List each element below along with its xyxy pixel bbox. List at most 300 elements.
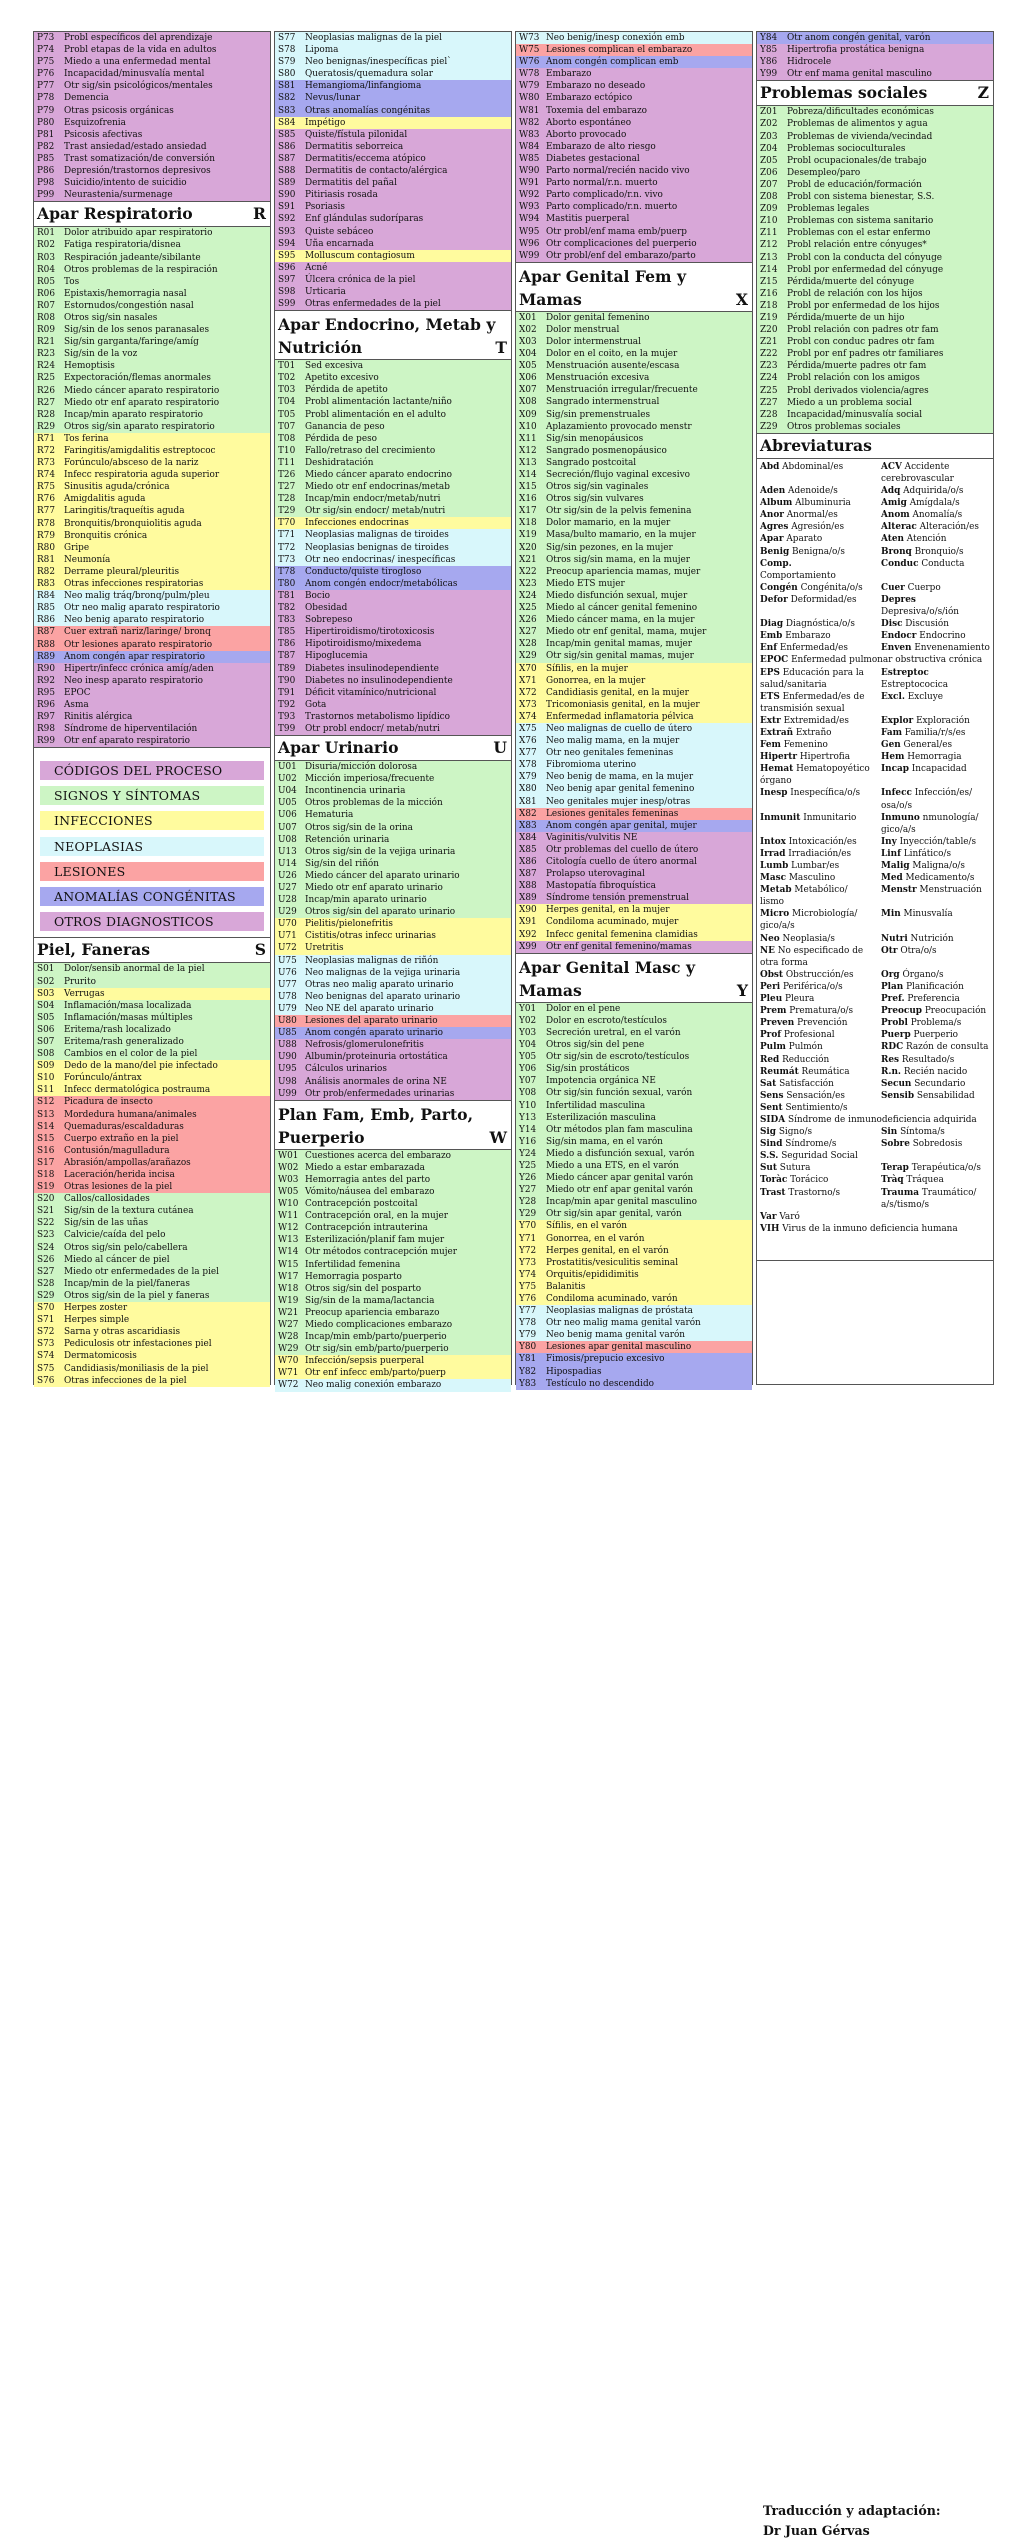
code-id: S12 [37, 1097, 55, 1108]
abbreviation-meaning: nmunología/ [922, 812, 979, 823]
code-row [34, 68, 270, 80]
abbreviation-entry [760, 1126, 881, 1138]
code-id: X74 [519, 711, 537, 722]
abbreviation-entry [760, 1090, 881, 1102]
code-id: R97 [37, 712, 55, 723]
section-letter: Z [977, 83, 989, 103]
code-row [516, 1269, 752, 1281]
code-row [34, 165, 270, 177]
abbreviation-meaning: Enfermedad/es [779, 643, 848, 654]
code-id: T28 [278, 494, 296, 505]
abbreviation-entry [760, 570, 881, 582]
code-id: S71 [37, 1315, 55, 1326]
code-id: W13 [278, 1235, 299, 1246]
code-id: X28 [519, 639, 537, 650]
abbreviation-meaning: Recién nacido [903, 1066, 968, 1077]
code-row [34, 602, 270, 614]
code-label: Estornudos/congestión nasal [64, 300, 194, 311]
code-label: Sangrado intermenstrual [546, 397, 660, 408]
code-row [275, 409, 511, 421]
code-id: R92 [37, 675, 55, 686]
code-label: Secreción/flujo vaginal excesivo [546, 470, 690, 480]
abbreviation-key: Malig [881, 861, 910, 871]
code-id: Y06 [519, 1064, 537, 1075]
abbreviation-row [760, 920, 989, 932]
code-row [275, 44, 511, 56]
code-id: X92 [519, 929, 537, 940]
code-row [516, 529, 752, 541]
code-row [34, 1205, 270, 1217]
abbreviation-row [760, 715, 989, 727]
code-label: Trast ansiedad/estado ansiedad [64, 141, 207, 152]
code-id: Z06 [760, 167, 778, 178]
abbreviation-meaning: Signo/s [778, 1127, 813, 1138]
abbreviation-meaning: Discusión [905, 619, 949, 630]
code-label: Parto complicado/r.n. muerto [546, 202, 678, 213]
abbreviation-row [760, 800, 989, 812]
abbreviation-entry [881, 1126, 1002, 1138]
abbreviation-meaning: Problema/s [910, 1018, 962, 1029]
abbreviation-row [760, 642, 989, 654]
code-label: Infecc genital femenina clamidias [546, 929, 698, 940]
code-label: Otr complicaciones del puerperio [546, 238, 697, 249]
code-id: S16 [37, 1145, 55, 1156]
code-id: U98 [278, 1076, 297, 1087]
code-row [275, 626, 511, 638]
code-label: Calvicie/caída del pelo [64, 1230, 166, 1241]
code-row [34, 336, 270, 348]
abbreviation-entry [760, 836, 881, 848]
code-label: Bronquitis/bronquiolitis aguda [64, 518, 202, 529]
code-row [34, 92, 270, 104]
abbreviation-row [760, 533, 989, 545]
code-id: Y73 [519, 1257, 537, 1268]
code-id: X17 [519, 506, 537, 517]
code-row [275, 711, 511, 723]
abbreviation-entry [881, 957, 1002, 969]
code-id: W96 [519, 238, 540, 249]
code-id: X82 [519, 808, 537, 819]
abbreviation-entry [881, 824, 1002, 836]
abbreviation-key: Sig [760, 1127, 776, 1138]
code-id: X85 [519, 844, 537, 855]
section-title-line-1 [519, 265, 748, 288]
code-row [275, 542, 511, 554]
abbreviation-meaning: Preocupación [924, 1006, 987, 1017]
abbreviation-entry [881, 667, 1002, 679]
code-row [757, 215, 993, 227]
code-row [34, 469, 270, 481]
code-row [34, 1338, 270, 1350]
code-label: Otros problemas de la micción [305, 798, 443, 809]
code-id: S79 [278, 57, 296, 68]
code-id: Y14 [519, 1124, 537, 1135]
abbreviation-row [760, 1017, 989, 1029]
code-row [516, 687, 752, 699]
code-row [275, 918, 511, 930]
abbreviation-meaning: salud/sanitaria [760, 679, 827, 690]
code-id: T03 [278, 385, 296, 396]
code-row [516, 238, 752, 250]
code-label: Eritema/rash generalizado [64, 1036, 184, 1047]
code-row [34, 614, 270, 626]
code-id: T81 [278, 590, 296, 601]
code-label: Otr sig/sin función sexual, varón [546, 1088, 693, 1099]
code-id: Y74 [519, 1269, 537, 1280]
code-row [516, 1039, 752, 1051]
code-id: X81 [519, 796, 537, 807]
code-row [34, 105, 270, 117]
abbreviation-entry [760, 715, 881, 727]
code-row [34, 1217, 270, 1229]
abbreviation-meaning: gico/a/s [760, 921, 795, 932]
code-label: Neo benig de mama, en la mujer [546, 772, 694, 783]
code-label: Conducto/quiste tirogloso [305, 566, 422, 577]
abbreviation-key: Neo [760, 933, 780, 944]
abbreviation-entry [881, 497, 1002, 509]
code-id: U71 [278, 931, 297, 942]
code-id: W19 [278, 1295, 299, 1306]
code-label: Incap/min aparato respiratorio [64, 409, 203, 420]
code-label: Parto complicado/r.n. vivo [546, 190, 663, 201]
code-row [757, 44, 993, 56]
abbreviation-key: Hemat [760, 764, 794, 775]
abbreviation-key: Sat [760, 1078, 777, 1089]
code-id: R74 [37, 470, 55, 481]
abbreviation-meaning: Torácico [790, 1175, 829, 1186]
abbreviation-meaning: Razón de consulta [905, 1042, 989, 1053]
code-label: Menstruación excesiva [546, 373, 650, 384]
code-id: Z21 [760, 337, 778, 348]
abbreviation-meaning: Adquirida/o/s [903, 486, 964, 497]
abbreviation-meaning: Secundario [914, 1078, 966, 1089]
code-label: Probl de relación con los hijos [787, 288, 923, 299]
code-label: Herpes simple [64, 1315, 130, 1326]
code-id: S90 [278, 190, 296, 201]
abbreviation-key: Sent [760, 1102, 783, 1113]
code-row [516, 481, 752, 493]
code-label: Otr probl endocr/ metab/nutri [305, 723, 440, 734]
code-label: Sig/sin del riñón [305, 858, 379, 869]
abbreviation-row [760, 993, 989, 1005]
code-id: S18 [37, 1170, 55, 1181]
code-id: U77 [278, 979, 297, 990]
code-label: Miedo cáncer apar genital varón [546, 1173, 694, 1184]
abbreviation-entry [760, 872, 881, 884]
code-label: Miedo otr enf endocrinas/metab [305, 482, 450, 493]
code-label: Neo malig mama, en la mujer [546, 736, 680, 747]
code-id: W79 [519, 81, 540, 92]
code-row [275, 554, 511, 566]
code-row [516, 1293, 752, 1305]
code-id: S23 [37, 1230, 55, 1241]
abbreviation-entry [760, 1150, 881, 1162]
code-label: Otr métodos plan fam masculina [546, 1124, 693, 1135]
code-label: Incap/min endocr/metab/nutri [305, 494, 441, 505]
code-label: Neo inesp aparato respiratorio [64, 675, 204, 686]
abbreviation-meaning: Periférica/o/s [782, 981, 843, 992]
abbreviation-row [760, 1090, 989, 1102]
abbreviation-meaning: Extraño [795, 727, 832, 738]
code-id: S77 [278, 33, 296, 43]
code-label: Cuerpo extraño en la piel [64, 1133, 179, 1144]
code-label: Condiloma acuminado, mujer [546, 917, 679, 928]
code-row [516, 1353, 752, 1365]
code-id: X19 [519, 530, 537, 541]
code-row [275, 1259, 511, 1271]
code-id: X11 [519, 433, 537, 444]
code-row [757, 336, 993, 348]
abbreviation-row [760, 896, 989, 908]
code-label: EPOC [64, 687, 91, 698]
code-label: Otr enf aparato respiratorio [64, 736, 190, 747]
code-label: Sarna y otras ascaridiasis [64, 1327, 181, 1338]
abbreviation-key: Sens [760, 1090, 784, 1101]
code-id: W01 [278, 1150, 299, 1161]
code-row [34, 252, 270, 264]
abbreviation-meaning: Virus de la inmuno deficiencia humana [782, 1223, 958, 1234]
section-letter: S [254, 940, 266, 960]
code-id: Y79 [519, 1330, 537, 1341]
code-row [516, 699, 752, 711]
code-id: X70 [519, 663, 537, 674]
code-id: Z10 [760, 216, 778, 227]
abbreviation-meaning: lismo [760, 897, 784, 908]
abbreviations-list [757, 459, 993, 1235]
abbreviation-meaning: Reumática [801, 1066, 850, 1077]
abbreviation-key: Agres [760, 522, 789, 533]
code-label: Miedo a un problema social [787, 397, 912, 408]
code-row [757, 276, 993, 288]
code-row [275, 638, 511, 650]
code-label: Hipertr/infecc crónica amíg/aden [64, 663, 214, 674]
code-label: Neo benig/inesp conexión emb [546, 33, 685, 43]
code-id: S19 [37, 1182, 55, 1193]
code-row [516, 457, 752, 469]
abbreviation-entry [881, 703, 1002, 715]
code-id: X06 [519, 373, 537, 384]
abbreviation-row [760, 727, 989, 739]
code-id: Z03 [760, 131, 778, 142]
code-label: Miedo otr enf aparato respiratorio [64, 397, 220, 408]
abbreviation-key: Extrañ [760, 727, 794, 738]
abbreviation-entry [881, 630, 1002, 642]
abbreviation-entry-wide [760, 654, 989, 666]
code-row [34, 976, 270, 988]
code-label: Incap/min de la piel/faneras [64, 1278, 190, 1289]
code-id: Z15 [760, 276, 778, 287]
code-label: Neumonía [64, 554, 111, 565]
abbreviation-meaning: Reducción [782, 1054, 830, 1065]
code-id: U27 [278, 883, 297, 893]
abbreviation-row [760, 521, 989, 533]
code-id: X24 [519, 590, 537, 601]
code-row [275, 1076, 511, 1088]
code-id: Y27 [519, 1185, 537, 1196]
abbreviation-entry [760, 884, 881, 896]
code-label: Respiración jadeante/sibilante [64, 252, 201, 263]
code-id: Y02 [519, 1015, 537, 1026]
code-row [34, 1242, 270, 1254]
code-id: R86 [37, 615, 55, 626]
code-label: Herpes genital, en el varón [546, 1245, 669, 1256]
code-id: R24 [37, 361, 55, 372]
abbreviation-row [760, 582, 989, 594]
code-id: W02 [278, 1162, 299, 1173]
abbreviation-meaning: Hematopoyético [796, 764, 870, 775]
code-id: R01 [37, 228, 55, 239]
code-id: R28 [37, 409, 55, 420]
code-row [34, 1084, 270, 1096]
code-label: Otr lesiones aparato respiratorio [64, 639, 213, 650]
code-row [275, 56, 511, 68]
abbreviation-key: Disc [881, 619, 903, 630]
code-label: Incap/min apar genital masculino [546, 1197, 697, 1208]
code-row [275, 1343, 511, 1355]
legend-item: CÓDIGOS DEL PROCESO [40, 761, 264, 780]
code-id: Z13 [760, 252, 778, 263]
abbreviation-entry [760, 558, 881, 570]
abbreviation-entry [881, 1199, 1002, 1211]
code-label: Neo benig mama genital varón [546, 1330, 686, 1341]
code-id: X05 [519, 361, 537, 372]
abbreviation-key: Inesp [760, 788, 788, 799]
abbreviation-entry [881, 993, 1002, 1005]
code-label: Dolor en escroto/testículos [546, 1015, 667, 1026]
abbreviation-key: Sind [760, 1139, 783, 1150]
code-label: Neo genitales mujer inesp/otras [546, 796, 691, 807]
abbreviation-entry [760, 533, 881, 545]
code-row [516, 1184, 752, 1196]
code-label: Otr anom congén genital, varón [787, 33, 931, 43]
code-id: Z14 [760, 264, 778, 275]
code-row [516, 56, 752, 68]
abbreviation-meaning: Prevención [797, 1018, 848, 1029]
abbreviation-row [760, 473, 989, 485]
code-row [516, 517, 752, 529]
abbreviation-key: ACV [881, 461, 902, 472]
code-label: Otros sig/sin vaginales [546, 482, 649, 493]
code-id: Y70 [519, 1221, 537, 1232]
code-id: X77 [519, 748, 537, 759]
code-row [516, 1378, 752, 1390]
code-row [34, 56, 270, 68]
code-label: Neoplasias malignas de la piel [305, 33, 442, 43]
code-label: Esterilización/planif fam mujer [305, 1235, 445, 1246]
code-row [757, 312, 993, 324]
code-row [34, 1024, 270, 1036]
code-row [34, 153, 270, 165]
code-row [34, 32, 270, 44]
abbreviation-entry [760, 981, 881, 993]
code-label: Probl con la conducta del cónyuge [787, 252, 943, 263]
abbreviation-entry [881, 1005, 1002, 1017]
abbreviation-key: R.n. [881, 1066, 902, 1077]
code-id: W18 [278, 1283, 299, 1294]
code-label: Probl por enf padres otr familiares [787, 349, 944, 360]
code-label: Tricomoniasis genital, en la mujer [546, 699, 700, 710]
abbreviation-entry [881, 473, 1002, 485]
code-label: Miedo otr enf genital, mama, mujer [546, 627, 707, 638]
code-id: S13 [37, 1109, 55, 1120]
code-row [34, 1072, 270, 1084]
abbreviation-meaning: Trastorno/s [788, 1187, 841, 1198]
code-id: S89 [278, 178, 296, 189]
code-label: Urticaria [305, 286, 346, 297]
code-row [516, 542, 752, 554]
code-id: R89 [37, 651, 55, 662]
code-id: S74 [37, 1351, 55, 1362]
column-4 [756, 31, 994, 2538]
abbreviation-meaning: otra forma [760, 957, 808, 968]
abbreviation-row [760, 485, 989, 497]
code-row [516, 44, 752, 56]
abbreviation-key: Pulm [760, 1042, 786, 1053]
section-title: Apar Genital Masc y [519, 957, 696, 977]
abbreviation-key: Conduc [881, 558, 919, 569]
code-row [34, 1060, 270, 1072]
code-id: R06 [37, 288, 55, 299]
code-label: Otros problemas sociales [787, 421, 901, 432]
icpc-code-sheet [33, 31, 996, 2538]
code-label: Neo NE del aparato urinario [305, 1003, 434, 1014]
code-row [516, 68, 752, 80]
code-label: Uretritis [305, 943, 344, 954]
abbreviation-row [760, 787, 989, 799]
code-id: S08 [37, 1049, 55, 1060]
abbreviation-key: Plan [881, 981, 904, 992]
code-row [34, 385, 270, 397]
code-label: Miedo a estar embarazada [305, 1162, 425, 1173]
code-label: Sobrepeso [305, 615, 353, 626]
code-row [516, 1063, 752, 1075]
abbreviation-entry [881, 521, 1002, 533]
abbreviation-entry [760, 800, 881, 812]
code-id: S81 [278, 81, 296, 92]
code-label: Deshidratación [305, 457, 374, 468]
code-label: Expectoración/flemas anormales [64, 373, 211, 384]
code-id: S96 [278, 262, 296, 273]
code-row [757, 409, 993, 421]
code-id: S93 [278, 226, 296, 237]
code-label: Quiste sebáceo [305, 226, 374, 237]
code-id: P79 [37, 105, 55, 116]
code-label: Otr neo genitales femeninas [546, 748, 674, 759]
code-row [516, 759, 752, 771]
code-id: U79 [278, 1003, 297, 1014]
code-label: Otros sig/sin del aparato urinario [305, 907, 456, 918]
abbreviation-row [760, 667, 989, 679]
code-label: Dermatitis del pañal [305, 178, 397, 189]
code-row [34, 493, 270, 505]
code-row [34, 129, 270, 141]
code-id: U08 [278, 834, 297, 845]
abbreviation-meaning: Endocrino [919, 631, 966, 642]
code-id: S06 [37, 1024, 55, 1035]
code-label: Dolor mamario, en la mujer [546, 518, 671, 529]
code-label: Acné [305, 262, 328, 273]
code-label: Anom congén endocr/metabólicas [305, 578, 458, 589]
section-title: Apar Endocrino, Metab y [278, 315, 496, 335]
abbreviation-key: Fam [881, 727, 902, 738]
code-row [516, 892, 752, 904]
code-label: Hipertiroidismo/tirotoxicosis [305, 627, 435, 638]
abbreviation-row [760, 1199, 989, 1211]
abbreviation-key: Metab [760, 885, 792, 896]
code-label: Disuria/micción dolorosa [305, 762, 418, 773]
abbreviation-key: Defor [760, 594, 788, 605]
code-label: Otros sig/sin aparato respiratorio [64, 421, 215, 432]
